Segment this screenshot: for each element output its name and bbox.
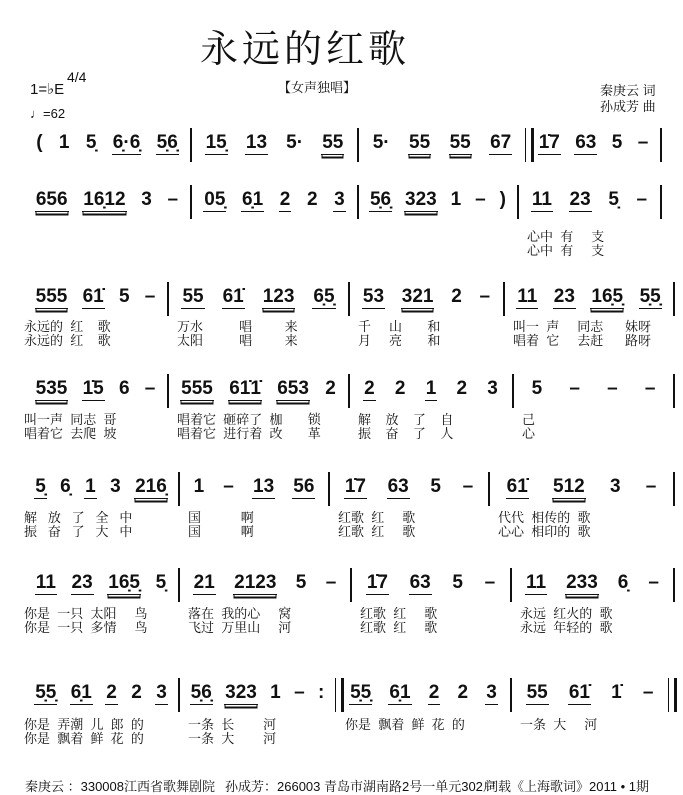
lyric-line: 唱着 它 去赶 路呀 — [513, 333, 651, 348]
lyric-line: 永远 年轻的 歌 — [520, 620, 613, 635]
time-signature: 4/4 — [67, 69, 87, 85]
note-group: 11 — [531, 189, 552, 210]
lyric-line: 太阳 唱 来 — [177, 333, 298, 348]
lyric-line: 你是 弄潮 儿 郎 的 — [24, 717, 144, 732]
note-group: 56 — [293, 476, 315, 497]
lyric-line: 万水 唱 来 — [177, 319, 298, 334]
note-group: 05̣ — [204, 189, 226, 210]
measure — [173, 286, 344, 316]
lyric-line: 红歌 红 歌 — [360, 606, 438, 621]
note-group: – — [484, 572, 496, 593]
note-group: 2 — [428, 682, 440, 703]
lyric-line: 叫一 声 同志 妹呀 — [513, 319, 651, 334]
barline — [190, 128, 192, 162]
barline — [178, 678, 180, 712]
lyric-line: 振 奋 了 人 — [358, 426, 454, 441]
note-group: 55 — [409, 132, 431, 153]
measure — [356, 572, 506, 602]
lyric-line: 心心 相印的 歌 — [498, 524, 591, 539]
barline — [167, 282, 169, 316]
lyric-line: 代代 相传的 歌 — [498, 510, 591, 525]
barline — [348, 374, 350, 408]
note-group: 3 — [334, 189, 345, 210]
note-group: 11 — [35, 572, 56, 593]
lyric-line: 你是 一只 太阳 鸟 — [24, 606, 148, 621]
note-group: 2 — [131, 682, 142, 703]
note-group: 6̣1 — [242, 189, 264, 210]
note-group: 5̣ — [85, 132, 97, 153]
note-group: 5̣5̣ — [35, 682, 57, 703]
note-group: 1 — [85, 476, 96, 497]
lyric-line: 心中 有 支 — [527, 243, 605, 258]
measure — [28, 189, 186, 219]
barline — [167, 374, 169, 408]
note-group: – — [644, 378, 656, 399]
note-group: – — [607, 378, 618, 399]
note-group: 63 — [409, 572, 431, 593]
measure — [196, 132, 353, 162]
lyric-line: 唱着它 砸碎了 枷 锁 — [177, 412, 321, 427]
measure — [184, 682, 331, 712]
note-group: 55 — [182, 286, 204, 307]
note-group: 11 — [517, 286, 538, 307]
note-group: 6̣·6̣ — [112, 132, 141, 153]
barline — [510, 568, 512, 602]
composer-address: 孙成芳：266003 青岛市湖南路2号一单元302户 — [225, 779, 496, 794]
note-group: 2 — [457, 682, 469, 703]
note-group: 3 — [486, 682, 497, 703]
lyric-line: 唱着它 去爬 坡 — [24, 426, 117, 441]
note-group: 6̣ — [60, 476, 71, 497]
lyric-line: 国 啊 — [188, 510, 254, 525]
note-group: 5̣ — [155, 572, 167, 593]
lyric-line: 永远 红火的 歌 — [520, 606, 613, 621]
measure — [173, 378, 344, 408]
lyric-line: 国 啊 — [188, 524, 254, 539]
note-group: 53 — [362, 286, 385, 307]
double-barline — [668, 678, 677, 712]
lyric-line: 解 放 了 全 中 — [24, 510, 133, 525]
measure — [494, 476, 669, 506]
barline — [503, 282, 505, 316]
measure — [28, 572, 174, 602]
note-group: 61̇1̇ — [229, 378, 261, 399]
note-group: 5̣5̣ — [350, 682, 372, 703]
measure — [363, 189, 513, 219]
lyric-line: 红歌 红 歌 — [338, 510, 416, 525]
performance-type: 【女声独唱】 — [278, 80, 357, 95]
note-group: – — [637, 132, 649, 153]
note-group: 1 — [450, 189, 462, 210]
barline — [178, 472, 180, 506]
barline — [190, 185, 192, 219]
barline — [348, 282, 350, 316]
lyric-line: 你是 一只 多情 鸟 — [24, 620, 148, 635]
note-group: 5̣5̣ — [639, 286, 661, 307]
measure — [28, 682, 174, 712]
measure — [334, 476, 484, 506]
barline — [488, 472, 490, 506]
note-group: 6 — [118, 378, 130, 399]
note-group: 23 — [569, 189, 591, 210]
barline — [512, 374, 514, 408]
note-group: 2 — [325, 378, 336, 399]
note-group: 23 — [71, 572, 93, 593]
note-group: 5̣ — [35, 476, 46, 497]
barline — [673, 472, 675, 506]
note-group: 5· — [372, 132, 390, 153]
lyric-line: 月 亮 和 — [358, 333, 441, 348]
note-group: 61̇ — [222, 286, 244, 307]
note-group: – — [167, 189, 179, 210]
note-group: 3 — [487, 378, 498, 399]
note-group: 656 — [35, 189, 68, 210]
note-group: 3 — [141, 189, 152, 210]
note-group: – — [569, 378, 580, 399]
note-group: 3 — [156, 682, 167, 703]
measure — [28, 286, 163, 316]
lyric-line: 一条 长 河 — [188, 717, 277, 732]
measure — [518, 378, 669, 408]
measure — [196, 189, 353, 219]
measure — [28, 132, 186, 162]
note-group: 5 — [118, 286, 130, 307]
note-group: 13 — [245, 132, 268, 153]
note-group: – — [144, 286, 156, 307]
lyric-line: 千 山 和 — [358, 319, 441, 334]
measure — [523, 189, 656, 219]
note-group: – — [462, 476, 474, 497]
note-group: 16̣5̣ — [108, 572, 140, 593]
lyric-line: 飞过 万里山 河 — [188, 620, 292, 635]
lyric-line: 叫一声 同志 哥 — [24, 412, 117, 427]
note-group: 2 — [106, 682, 117, 703]
note-group: – — [642, 682, 654, 703]
barline — [350, 568, 352, 602]
note-group: 23 — [553, 286, 575, 307]
note-group: 323 — [405, 189, 437, 210]
measure — [184, 476, 324, 506]
note-group: – — [325, 572, 337, 593]
note-group: 5 — [295, 572, 307, 593]
lyricist-credit: 秦庚云 词 — [600, 83, 656, 98]
measure — [354, 286, 499, 316]
note-group: 55 — [322, 132, 344, 153]
barline — [357, 185, 359, 219]
note-group: 2 — [364, 378, 375, 399]
barline — [673, 282, 675, 316]
note-group: 1̇7 — [344, 476, 366, 497]
note-group: 63 — [575, 132, 597, 153]
note-group: 15̣ — [205, 132, 227, 153]
note-group: 1̇ — [611, 682, 622, 703]
measure — [531, 132, 656, 162]
note-group: 321 — [401, 286, 434, 307]
publication-source: 词载《上海歌词》2011 • 1期 — [485, 779, 649, 794]
note-group: – — [144, 378, 156, 399]
lyric-line: 永远的 红 歌 — [24, 319, 111, 334]
barline — [328, 472, 330, 506]
lyric-line: 落在 我的心 窝 — [188, 606, 292, 621]
note-group: 6̣1 — [389, 682, 411, 703]
lyric-line: 你是 飘着 鲜 花 的 — [345, 717, 465, 732]
note-group: 5̣6̣ — [156, 132, 178, 153]
note-group: 16̣12 — [83, 189, 126, 210]
barline — [673, 374, 675, 408]
note-group: – — [223, 476, 234, 497]
note-group: 1̇7 — [366, 572, 388, 593]
note-group: 2 — [456, 378, 468, 399]
barline — [510, 678, 512, 712]
note-group: 67 — [490, 132, 512, 153]
measure — [184, 572, 346, 602]
note-group: 5 — [452, 572, 463, 593]
barline — [178, 568, 180, 602]
note-group: 233 — [566, 572, 598, 593]
lyric-line: 红歌 红 歌 — [338, 524, 416, 539]
note-group: – — [475, 189, 486, 210]
note-group: 5· — [286, 132, 304, 153]
note-group: 3 — [609, 476, 621, 497]
note-group: 6̣5̣ — [313, 286, 335, 307]
measure — [354, 378, 508, 408]
note-group: 2 — [279, 189, 291, 210]
note-group: 5 — [430, 476, 441, 497]
barline — [660, 128, 662, 162]
lyric-line: 一条 大 河 — [520, 717, 598, 732]
lyric-line: 振 奋 了 大 中 — [24, 524, 133, 539]
note-group: 2 — [451, 286, 462, 307]
note-group: 5 — [531, 378, 543, 399]
note-group: – — [479, 286, 491, 307]
note-group: 323 — [225, 682, 257, 703]
lyric-line: 一条 大 河 — [188, 731, 277, 746]
tempo-marking: ♩=62 — [30, 106, 66, 121]
measure — [341, 682, 506, 712]
lyric-line: 心 — [522, 426, 536, 441]
measure — [516, 572, 669, 602]
note-group: 535 — [35, 378, 68, 399]
key-signature: 1=♭E — [30, 81, 65, 98]
note-group: 5̣6̣ — [369, 189, 392, 210]
note-group: 6̣1 — [70, 682, 92, 703]
measure — [363, 132, 521, 162]
barline — [517, 185, 519, 219]
note-group: 1 — [425, 378, 437, 399]
note-group: 21 — [193, 572, 215, 593]
measure — [509, 286, 669, 316]
note-group: 2123 — [234, 572, 277, 593]
note-group: 5̣ — [608, 189, 619, 210]
note-group: ( — [36, 132, 43, 153]
note-group: 555 — [35, 286, 68, 307]
note-group: 6̣ — [617, 572, 629, 593]
note-group: 13 — [253, 476, 275, 497]
note-group: – — [645, 476, 657, 497]
lyric-line: 己 — [522, 412, 536, 427]
lyric-line: 心中 有 支 — [527, 229, 605, 244]
note-group: 3 — [110, 476, 121, 497]
note-group: 63 — [387, 476, 409, 497]
note-group: – — [636, 189, 648, 210]
measure — [516, 682, 664, 712]
note-group: 11 — [526, 572, 547, 593]
note-group: 512 — [553, 476, 585, 497]
composer-credit: 孙成芳 曲 — [600, 99, 656, 114]
note-group: 1 — [193, 476, 205, 497]
note-group: 61̇ — [506, 476, 528, 497]
note-group: 2 — [306, 189, 318, 210]
lyric-line: 红歌 红 歌 — [360, 620, 438, 635]
note-group: 55 — [449, 132, 471, 153]
measure — [28, 378, 163, 408]
note-group: 1 — [270, 682, 281, 703]
note-group: : — [317, 682, 325, 703]
note-group: 1̇7 — [538, 132, 560, 153]
note-group: 5 — [611, 132, 623, 153]
note-group: 1 — [58, 132, 70, 153]
note-group: 123 — [262, 286, 295, 307]
lyric-line: 唱着它 进行着 改 革 — [177, 426, 321, 441]
note-group: – — [294, 682, 305, 703]
barline — [660, 185, 662, 219]
note-group: 16̣5̣ — [591, 286, 624, 307]
lyric-line: 解 放 了 自 — [358, 412, 454, 427]
song-title: 永远的红歌 — [200, 27, 411, 71]
note-group: – — [648, 572, 659, 593]
note-group: 653 — [277, 378, 309, 399]
note-group: 5̣6̣ — [190, 682, 212, 703]
note-group: 1̇5 — [82, 378, 104, 399]
note-group: 61̇ — [568, 682, 590, 703]
note-group: ) — [499, 189, 506, 210]
measure — [28, 476, 174, 506]
lyricist-address: 秦庚云 ：330008江西省歌舞剧院 — [25, 779, 215, 794]
note-group: 2 — [394, 378, 406, 399]
note-group: 61̇ — [82, 286, 104, 307]
note-group: 55 — [526, 682, 548, 703]
barline — [673, 568, 675, 602]
note-group: 555 — [181, 378, 213, 399]
barline — [357, 128, 359, 162]
lyric-line: 你是 飘着 鲜 花 的 — [24, 731, 144, 746]
lyric-line: 永远的 红 歌 — [24, 333, 111, 348]
note-group: 216̣ — [135, 476, 167, 497]
